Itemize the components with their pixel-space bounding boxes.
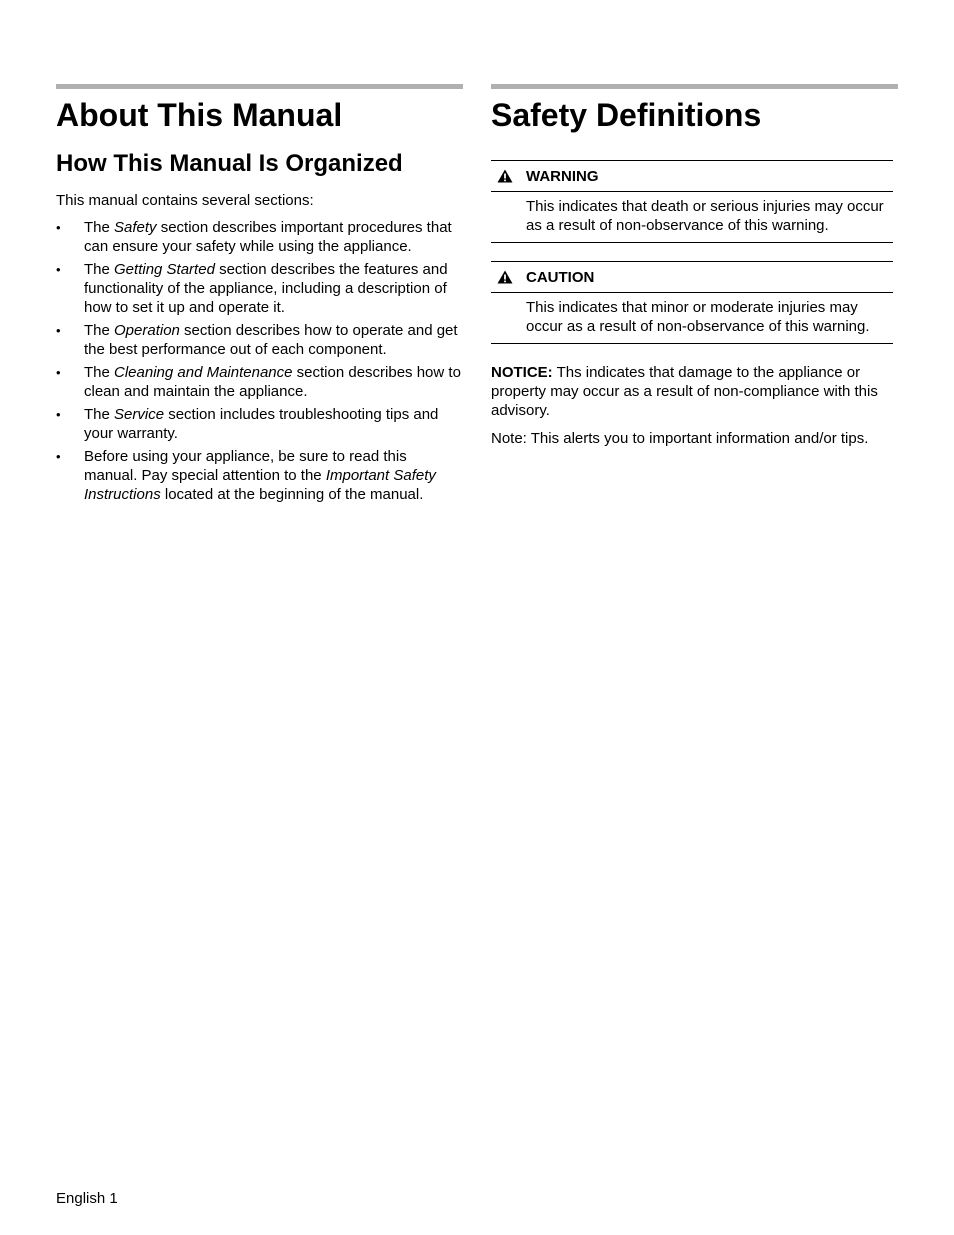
safety-title: Safety Definitions <box>491 97 762 133</box>
warning-header <box>491 160 893 192</box>
caution-label: CAUTION <box>526 268 595 286</box>
notice-text: Ths indicates that damage to the appliance or property may occur as a result of non-compliance with this advisory. <box>491 364 878 419</box>
caution-triangle-icon <box>491 270 526 284</box>
list-item-emphasis: Cleaning and Maintenance <box>114 364 293 381</box>
list-item-emphasis: Safety <box>114 219 157 236</box>
list-item-emphasis: Service <box>114 406 165 423</box>
sections-list <box>56 218 463 504</box>
warning-label: WARNING <box>526 167 599 185</box>
list-item <box>56 405 463 443</box>
list-item <box>56 321 463 359</box>
about-title: About This Manual <box>56 97 343 133</box>
warning-triangle-icon <box>491 169 526 183</box>
caution-header <box>491 261 893 293</box>
caution-text: This indicates that minor or moderate injuries may occur as a result of non-observance of this warning. <box>526 299 870 335</box>
list-item-text: section includes troubleshooting tips and your warranty. <box>84 406 439 442</box>
organized-subtitle: How This Manual Is Organized <box>56 150 403 177</box>
about-section <box>56 84 463 508</box>
list-item-emphasis: Important Safety Instructions <box>84 467 436 503</box>
caution-body <box>491 293 893 344</box>
list-item-text: Before using your appliance, be sure to read this manual. Pay special attention to the <box>84 448 407 484</box>
section-top-rule <box>56 84 463 89</box>
section-top-rule <box>491 84 898 89</box>
list-item-text: section describes how to operate and get the best performance out of each component. <box>84 322 458 358</box>
list-item-text: The <box>84 364 115 381</box>
list-item-text: The <box>84 406 115 423</box>
warning-text: This indicates that death or serious injuries may occur as a result of non-observance of this warning. <box>526 198 884 234</box>
list-item <box>56 363 463 401</box>
list-item-text: The <box>84 322 115 339</box>
list-item <box>56 260 463 317</box>
warning-body <box>491 192 893 243</box>
list-item-emphasis: Getting Started <box>114 261 215 278</box>
list-item-text: section describes how to clean and maintain the appliance. <box>84 364 461 400</box>
caution-box <box>491 261 898 344</box>
list-item-text: section describes the features and functionality of the appliance, including a description of how to set it up and operate it. <box>84 261 448 316</box>
list-item <box>56 218 463 256</box>
list-item-text: The <box>84 219 115 236</box>
list-item <box>56 447 463 504</box>
list-item-emphasis: Operation <box>114 322 180 339</box>
intro-text: This manual contains several sections: <box>56 192 314 209</box>
safety-section <box>491 84 898 448</box>
list-item-text: The <box>84 261 115 278</box>
list-item-text: section describes important procedures that can ensure your safety while using the appliance. <box>84 219 452 255</box>
notice-paragraph <box>491 363 898 420</box>
warning-box <box>491 160 898 243</box>
page-footer: English 1 <box>56 1190 118 1207</box>
note-paragraph: Note: This alerts you to important information and/or tips. <box>491 430 869 447</box>
notice-label: NOTICE: <box>491 364 553 381</box>
list-item-text: located at the beginning of the manual. <box>160 486 424 503</box>
